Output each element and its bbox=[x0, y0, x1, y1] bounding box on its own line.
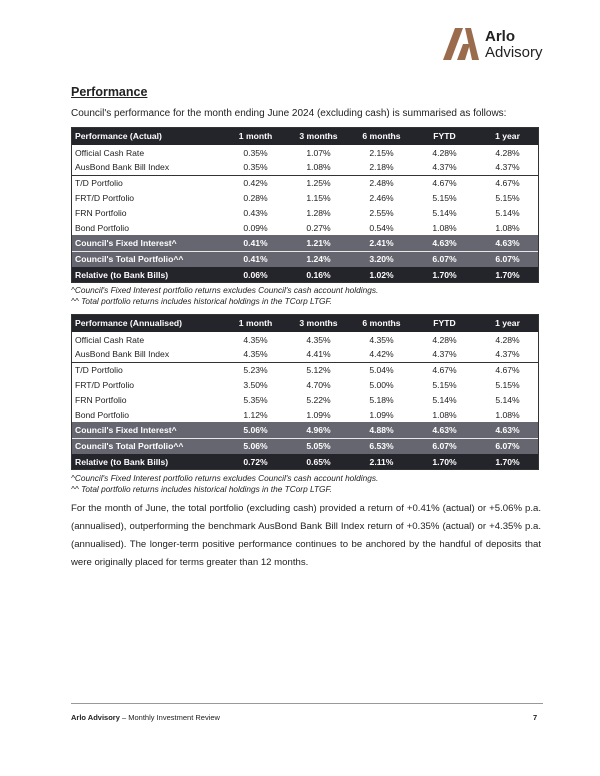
table-cell: 2.46% bbox=[369, 192, 394, 203]
table-cell: 1.09% bbox=[369, 409, 394, 420]
table-row bbox=[71, 220, 539, 235]
row-label: Relative (to Bank Bills) bbox=[71, 454, 224, 470]
table-cell: 1.70% bbox=[476, 267, 539, 283]
table-cell: 3.50% bbox=[243, 379, 268, 390]
table-cell: 6.07% bbox=[413, 438, 476, 454]
table-row bbox=[71, 175, 539, 190]
table-cell: 4.67% bbox=[476, 362, 539, 377]
table-cell: 0.06% bbox=[224, 267, 287, 283]
table-cell: 4.35% bbox=[243, 349, 268, 360]
table-cell: 5.15% bbox=[432, 192, 457, 203]
table-row bbox=[71, 377, 539, 392]
table-cell: 1.08% bbox=[495, 222, 520, 233]
row-label: T/D Portfolio bbox=[71, 362, 224, 377]
table-cell: 4.67% bbox=[413, 175, 476, 190]
brand-name-line2: Advisory bbox=[485, 43, 543, 61]
table-cell: 2.48% bbox=[350, 175, 413, 190]
table-header-row bbox=[71, 127, 539, 145]
table-cell: 5.15% bbox=[432, 379, 457, 390]
table1-note-1: ^Council's Fixed Interest portfolio returns excludes Council's cash account holdings. bbox=[71, 285, 379, 295]
table-title-header: Performance (Actual) bbox=[71, 127, 224, 145]
table-cell: 1.08% bbox=[432, 409, 457, 420]
table-cell: 4.35% bbox=[243, 334, 268, 345]
table-cell: 5.35% bbox=[243, 394, 268, 405]
table-cell: 1.24% bbox=[287, 251, 350, 267]
column-header: 1 year bbox=[476, 127, 539, 145]
row-label: Council's Total Portfolio^^ bbox=[71, 438, 224, 454]
table-cell: 6.07% bbox=[476, 251, 539, 267]
table-row bbox=[71, 235, 539, 251]
table-cell: 5.22% bbox=[306, 394, 331, 405]
column-header: 6 months bbox=[350, 127, 413, 145]
table-cell: 4.67% bbox=[476, 175, 539, 190]
brand-name-line1: Arlo bbox=[485, 27, 515, 45]
table-cell: 4.37% bbox=[432, 162, 457, 173]
table-row bbox=[71, 267, 539, 283]
row-label: FRT/D Portfolio bbox=[75, 379, 135, 390]
table-cell: 0.72% bbox=[224, 454, 287, 470]
row-label: Relative (to Bank Bills) bbox=[71, 267, 224, 283]
table2-note-1: ^Council's Fixed Interest portfolio returns excludes Council's cash account holdings. bbox=[71, 473, 379, 483]
table-cell: 5.18% bbox=[369, 394, 394, 405]
row-label: Bond Portfolio bbox=[75, 409, 129, 420]
table-cell: 4.37% bbox=[432, 349, 457, 360]
table-cell: 5.06% bbox=[224, 422, 287, 438]
table-cell: 4.28% bbox=[432, 334, 457, 345]
table-cell: 1.25% bbox=[287, 175, 350, 190]
table-cell: 2.55% bbox=[369, 207, 394, 218]
table-cell: 4.67% bbox=[413, 362, 476, 377]
table-cell: 4.37% bbox=[495, 162, 520, 173]
section-title: Performance bbox=[71, 85, 148, 99]
table-cell: 0.43% bbox=[243, 207, 268, 218]
table-cell: 2.18% bbox=[369, 162, 394, 173]
table-row bbox=[71, 190, 539, 205]
summary-paragraph: For the month of June, the total portfolio (excluding cash) provided a return of +0.41% (actual) or +5.06% p.a. (annualised), outperforming the benchmark AusBond Bank Bill Index return of +0.35% (actual) or +4.35% p.a. (annualised). The longer-term positive performance continues to be anchored by the handful of deposits that were originally placed for terms greater than 12 months. bbox=[71, 503, 541, 568]
row-label: AusBond Bank Bill Index bbox=[75, 349, 170, 360]
table-cell: 4.35% bbox=[306, 334, 331, 345]
table-row bbox=[71, 145, 539, 160]
table-cell: 5.14% bbox=[495, 394, 520, 405]
table-cell: 0.35% bbox=[243, 162, 268, 173]
table-cell: 0.42% bbox=[224, 175, 287, 190]
table-cell: 1.28% bbox=[306, 207, 331, 218]
performance-annualised-table bbox=[71, 314, 539, 470]
table-row bbox=[71, 347, 539, 362]
table-cell: 1.02% bbox=[350, 267, 413, 283]
table-cell: 1.70% bbox=[413, 454, 476, 470]
table-cell: 0.41% bbox=[224, 235, 287, 251]
table-cell: 6.07% bbox=[476, 438, 539, 454]
table-cell: 3.20% bbox=[350, 251, 413, 267]
brand-logo bbox=[443, 24, 543, 64]
table-cell: 4.88% bbox=[350, 422, 413, 438]
table-cell: 0.28% bbox=[243, 192, 268, 203]
table-cell: 5.06% bbox=[224, 438, 287, 454]
table-title-header: Performance (Annualised) bbox=[71, 314, 224, 332]
table-cell: 0.41% bbox=[224, 251, 287, 267]
table-row bbox=[71, 160, 539, 175]
table-row bbox=[71, 332, 539, 347]
table-header-row bbox=[71, 314, 539, 332]
column-header: 3 months bbox=[287, 127, 350, 145]
table-row bbox=[71, 392, 539, 407]
column-header: FYTD bbox=[413, 314, 476, 332]
table-cell: 5.14% bbox=[432, 207, 457, 218]
table-cell: 1.08% bbox=[306, 162, 331, 173]
footer-label bbox=[71, 713, 220, 722]
table-cell: 4.63% bbox=[476, 422, 539, 438]
column-header: 1 month bbox=[224, 127, 287, 145]
table-cell: 0.54% bbox=[369, 222, 394, 233]
table-row bbox=[71, 251, 539, 267]
table-cell: 4.42% bbox=[369, 349, 394, 360]
footer-brand: Arlo Advisory bbox=[71, 713, 120, 722]
table-cell: 1.07% bbox=[306, 147, 331, 158]
table-cell: 1.12% bbox=[243, 409, 268, 420]
table-cell: 2.11% bbox=[350, 454, 413, 470]
table-cell: 5.05% bbox=[287, 438, 350, 454]
table-cell: 4.28% bbox=[495, 147, 520, 158]
row-label: FRT/D Portfolio bbox=[75, 192, 135, 203]
table-cell: 0.09% bbox=[243, 222, 268, 233]
table-cell: 6.53% bbox=[350, 438, 413, 454]
table-cell: 0.35% bbox=[243, 147, 268, 158]
table-cell: 2.15% bbox=[369, 147, 394, 158]
table-cell: 4.63% bbox=[476, 235, 539, 251]
table-cell: 5.23% bbox=[224, 362, 287, 377]
table-cell: 1.70% bbox=[413, 267, 476, 283]
row-label: Bond Portfolio bbox=[75, 222, 129, 233]
table-cell: 5.15% bbox=[495, 192, 520, 203]
table-cell: 5.04% bbox=[350, 362, 413, 377]
column-header: 3 months bbox=[287, 314, 350, 332]
table-cell: 4.28% bbox=[495, 334, 520, 345]
row-label: FRN Portfolio bbox=[75, 207, 127, 218]
table-row bbox=[71, 407, 539, 422]
table-cell: 4.63% bbox=[413, 422, 476, 438]
table-cell: 0.65% bbox=[287, 454, 350, 470]
column-header: 1 year bbox=[476, 314, 539, 332]
row-label: Official Cash Rate bbox=[75, 334, 145, 345]
arlo-logo-icon bbox=[443, 28, 479, 60]
table-cell: 1.09% bbox=[306, 409, 331, 420]
table-row bbox=[71, 422, 539, 438]
performance-actual-table bbox=[71, 127, 539, 283]
table-cell: 0.27% bbox=[306, 222, 331, 233]
column-header: 6 months bbox=[350, 314, 413, 332]
table-cell: 4.41% bbox=[306, 349, 331, 360]
table-cell: 4.37% bbox=[495, 349, 520, 360]
table-cell: 1.70% bbox=[476, 454, 539, 470]
row-label: AusBond Bank Bill Index bbox=[75, 162, 170, 173]
table-cell: 5.12% bbox=[287, 362, 350, 377]
table-cell: 4.63% bbox=[413, 235, 476, 251]
table-cell: 4.35% bbox=[369, 334, 394, 345]
table-cell: 5.15% bbox=[495, 379, 520, 390]
footer-divider bbox=[71, 703, 543, 704]
row-label: Council's Fixed Interest^ bbox=[71, 422, 224, 438]
table-cell: 5.14% bbox=[495, 207, 520, 218]
table-cell: 0.16% bbox=[287, 267, 350, 283]
page-number: 7 bbox=[533, 713, 538, 722]
row-label: Council's Total Portfolio^^ bbox=[71, 251, 224, 267]
table-cell: 2.41% bbox=[350, 235, 413, 251]
row-label: FRN Portfolio bbox=[75, 394, 127, 405]
table1-note-2: ^^ Total portfolio returns includes historical holdings in the TCorp LTGF. bbox=[71, 296, 332, 306]
table2-note-2: ^^ Total portfolio returns includes historical holdings in the TCorp LTGF. bbox=[71, 484, 332, 494]
column-header: 1 month bbox=[224, 314, 287, 332]
table-cell: 4.96% bbox=[287, 422, 350, 438]
column-header: FYTD bbox=[413, 127, 476, 145]
table-cell: 4.28% bbox=[432, 147, 457, 158]
row-label: Official Cash Rate bbox=[75, 147, 145, 158]
footer-doc-title: – Monthly Investment Review bbox=[122, 713, 220, 722]
row-label: T/D Portfolio bbox=[71, 175, 224, 190]
table-cell: 1.21% bbox=[287, 235, 350, 251]
table-cell: 5.00% bbox=[369, 379, 394, 390]
row-label: Council's Fixed Interest^ bbox=[71, 235, 224, 251]
intro-text: Council's performance for the month ending June 2024 (excluding cash) is summarised as follows: bbox=[71, 108, 507, 119]
table-cell: 1.15% bbox=[306, 192, 331, 203]
table-cell: 1.08% bbox=[432, 222, 457, 233]
table-cell: 1.08% bbox=[495, 409, 520, 420]
table-row bbox=[71, 205, 539, 220]
table-cell: 5.14% bbox=[432, 394, 457, 405]
table-cell: 6.07% bbox=[413, 251, 476, 267]
table-cell: 4.70% bbox=[306, 379, 331, 390]
table-row bbox=[71, 362, 539, 377]
table-row bbox=[71, 454, 539, 470]
table-row bbox=[71, 438, 539, 454]
